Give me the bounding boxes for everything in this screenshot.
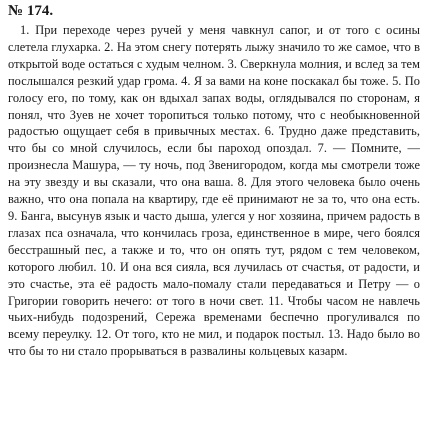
exercise-page (8, 2, 420, 360)
sentence-11: 11. Чтобы часом не навлечь чьих-нибудь подозрений, Сережа временами беспечно прогуливался по всему переулку. (8, 293, 420, 342)
sentence-1: 1. При переходе через ручей у меня чавкнул сапог, и от того с осины слетела глухарка. (8, 23, 420, 54)
sentence-10: 10. И она вся сияла, вся лучилась от счастья, от радости, и это счастье, эта её радость мало-помалу стали передаваться и Петру — о Григории говорить нечего: от того в ночи свет. (8, 259, 420, 308)
sentence-4: 4. Я за вами на коне поскакал бы тоже. (181, 73, 389, 88)
exercise-number: № 174. (8, 3, 54, 19)
sentence-9: 9. Банга, высунув язык и часто дыша, улегся у ног хозяина, причем радость в глазах пса означала, что кончилась гроза, единственное в мире, чего боялся бесстрашный пес, а также и то, что он опять тут, рядом с тем человеком, которого любил. (8, 208, 420, 274)
sentence-5: 5. По голосу его, по тому, как он вдыхал запах воды, оглядывался по сторонам, я понял, что Зуев не хочет торопиться только потому, что с необыкновенной радостью ощущает себя в привычных местах. (8, 73, 420, 139)
sentence-7: 7. — Помните, — произнесла Машура, — ту ночь, под Звенигородом, когда мы смотрели тоже на эту звезду и вы сказали, что она ваша. (8, 141, 420, 190)
sentence-8: 8. Для этого человека было очень важно, что она попала на квартиру, где её принимают не за то, что она есть. (8, 175, 421, 207)
sentence-3: 3. Сверкнула молния, и вслед за тем послышался резкий удар грома. (8, 56, 420, 88)
sentence-13: 13. Надо было во что бы то ни стало прорываться в развалины кольцевых казарм. (8, 327, 420, 359)
sentence-6: 6. Трудно даже представить, что бы со мной случилось, если бы пароход опоздал. (8, 124, 420, 156)
sentence-2: 2. На этом снегу потерять лыжу значило то же самое, что в открытой воде остаться с худым челном. (8, 39, 420, 71)
exercise-text (8, 22, 420, 360)
sentence-12: 12. От того, кто не мил, и подарок постыл. (95, 327, 325, 342)
